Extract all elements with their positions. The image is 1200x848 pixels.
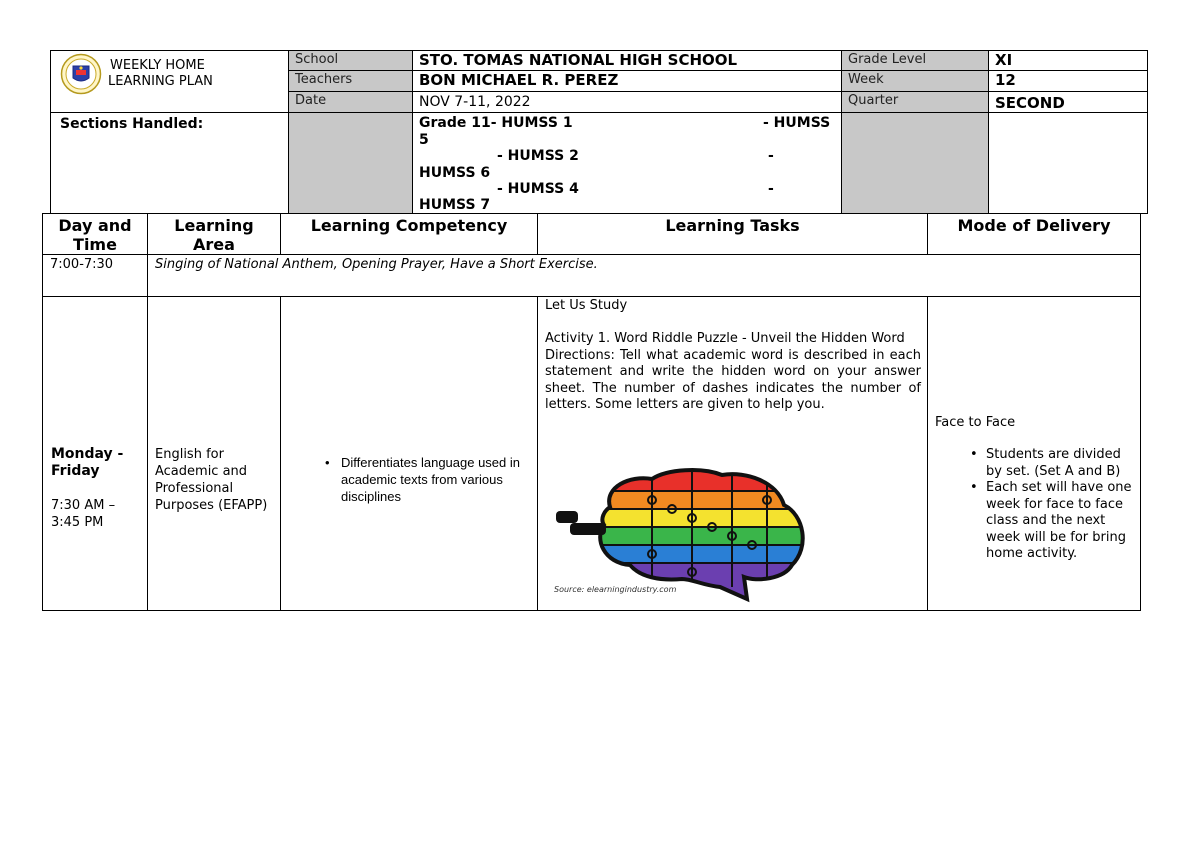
quarter-value: SECOND bbox=[988, 91, 1148, 113]
header-day-time bbox=[42, 213, 148, 255]
plan-title-line2: LEARNING PLAN bbox=[108, 74, 213, 89]
tasks-activity: Activity 1. Word Riddle Puzzle - Unveil the Hidden Word bbox=[545, 331, 905, 346]
sections-label: Sections Handled: bbox=[60, 116, 204, 132]
image-source: Source: elearningindustry.com bbox=[554, 585, 677, 594]
sections-gray-cell-2 bbox=[841, 112, 989, 214]
grade-level-label: Grade Level bbox=[841, 50, 989, 71]
section-line: - bbox=[768, 181, 774, 197]
section-line: 5 bbox=[419, 132, 429, 148]
section-line: - bbox=[768, 148, 774, 164]
competency-list bbox=[321, 454, 526, 505]
sections-gray-cell bbox=[288, 112, 413, 214]
teachers-value: BON MICHAEL R. PEREZ bbox=[412, 70, 842, 92]
quarter-label: Quarter bbox=[841, 91, 989, 113]
main-area-cell bbox=[147, 296, 281, 611]
main-day: Monday - Friday bbox=[51, 446, 124, 479]
main-competency-cell bbox=[280, 296, 538, 611]
mode-point: • Each set will have one week for face to face class and the next week will be for bring home activity. bbox=[986, 480, 1136, 563]
tasks-heading: Let Us Study bbox=[545, 298, 628, 313]
main-mode-cell bbox=[927, 296, 1141, 611]
seal-icon bbox=[60, 53, 102, 95]
mode-point: • Students are divided by set. (Set A and B) bbox=[986, 447, 1136, 480]
sections-empty-cell bbox=[988, 112, 1148, 214]
main-tasks-cell bbox=[537, 296, 928, 611]
section-line: - HUMSS 4 bbox=[497, 181, 579, 197]
header-learning-competency: Learning Competency bbox=[280, 213, 538, 255]
date-label: Date bbox=[288, 91, 413, 113]
opening-time: 7:00-7:30 bbox=[42, 254, 148, 297]
competency-item: • Differentiates language used in academic texts from various disciplines bbox=[341, 454, 526, 505]
tasks-directions: Directions: Tell what academic word is described in each statement and write the hidden word on your answer sheet. The number of dashes indicates the number of letters. Some letters are given to help you. bbox=[545, 347, 921, 412]
main-day-time-cell bbox=[42, 296, 148, 611]
mode-title: Face to Face bbox=[935, 415, 1016, 430]
deped-seal bbox=[60, 53, 102, 95]
school-value: STO. TOMAS NATIONAL HIGH SCHOOL bbox=[412, 50, 842, 71]
teachers-label: Teachers bbox=[288, 70, 413, 92]
main-area: English for Academic and Professional Purposes (EFAPP) bbox=[155, 447, 268, 513]
date-value: NOV 7-11, 2022 bbox=[412, 91, 842, 113]
brain-puzzle-image bbox=[552, 467, 822, 607]
header-learning-area bbox=[147, 213, 281, 255]
section-line: - HUMSS bbox=[763, 115, 831, 131]
mode-points-list bbox=[966, 447, 1136, 563]
sections-list-cell bbox=[412, 112, 842, 214]
section-line: Grade 11- HUMSS 1 bbox=[419, 115, 573, 131]
header-area-line1: Learning bbox=[174, 216, 254, 235]
week-value: 12 bbox=[988, 70, 1148, 92]
sections-label-cell bbox=[50, 112, 289, 214]
plan-title bbox=[108, 58, 213, 90]
plan-title-line1: WEEKLY HOME bbox=[110, 58, 205, 73]
header-learning-tasks: Learning Tasks bbox=[537, 213, 928, 255]
header-day-time-line2: Time bbox=[73, 235, 117, 254]
header-day-time-line1: Day and bbox=[58, 216, 132, 235]
section-line: HUMSS 6 bbox=[419, 165, 491, 181]
section-line: - HUMSS 2 bbox=[497, 148, 579, 164]
main-time: 7:30 AM – 3:45 PM bbox=[51, 498, 116, 530]
tasks-text bbox=[545, 298, 921, 414]
grade-level-value: XI bbox=[988, 50, 1148, 71]
opening-activity: Singing of National Anthem, Opening Prayer, Have a Short Exercise. bbox=[147, 254, 1141, 297]
week-label: Week bbox=[841, 70, 989, 92]
header-area-line2: Area bbox=[193, 235, 235, 254]
school-label: School bbox=[288, 50, 413, 71]
section-line: HUMSS 7 bbox=[419, 197, 491, 213]
header-mode-of-delivery: Mode of Delivery bbox=[927, 213, 1141, 255]
